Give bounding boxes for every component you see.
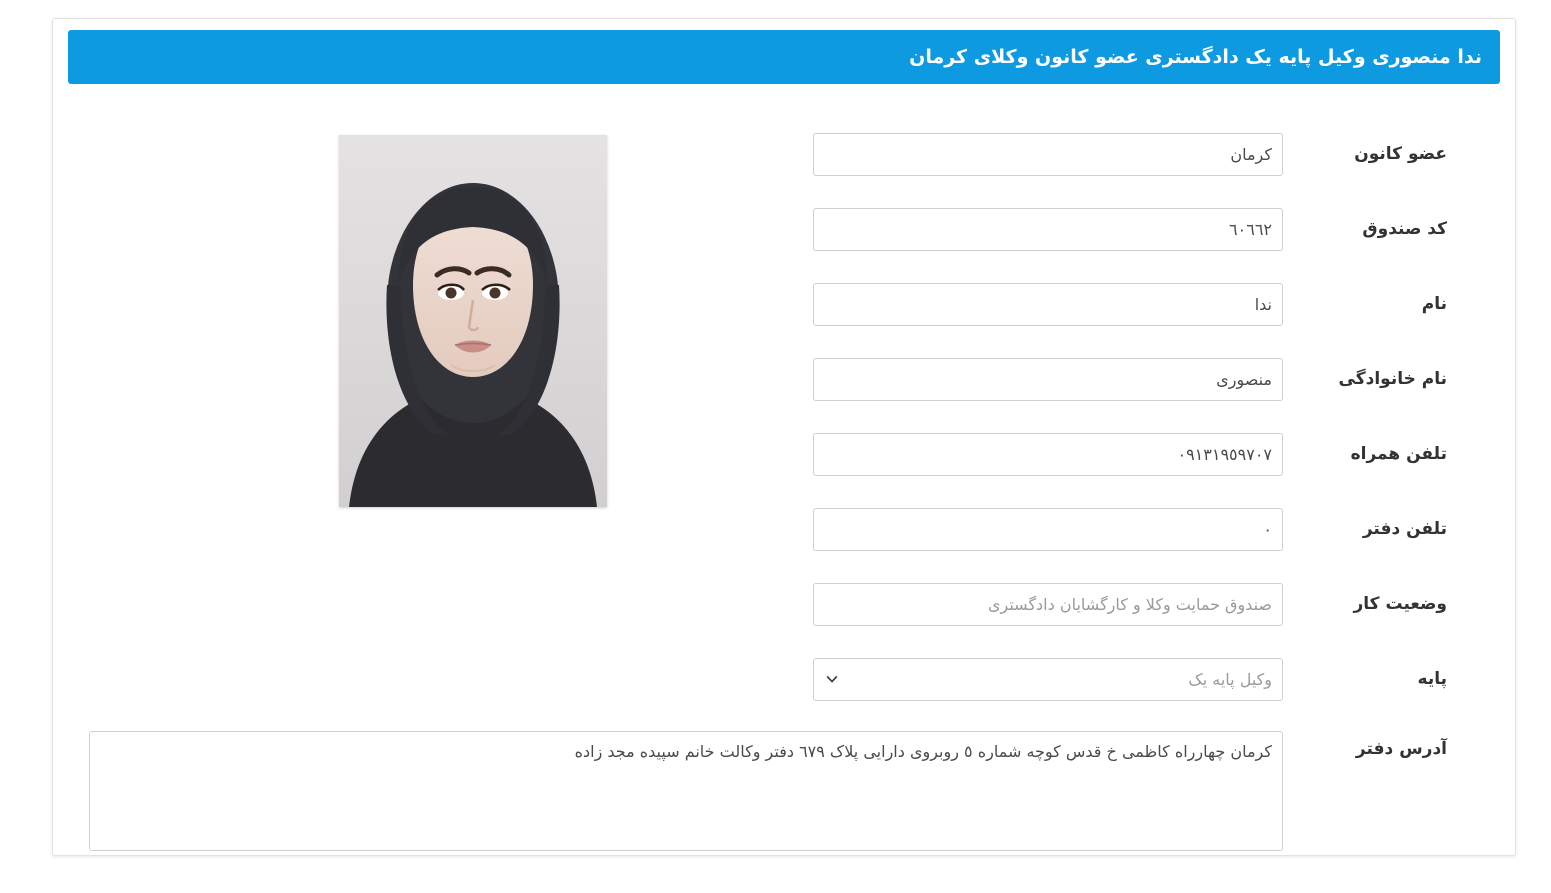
member-bar-input[interactable] — [813, 133, 1283, 176]
field-label-office-address: آدرس دفتر — [1355, 739, 1447, 759]
office-address-textarea[interactable] — [89, 731, 1283, 851]
field-label-member-bar: عضو کانون — [1354, 144, 1447, 164]
field-label-fund-code: کد صندوق — [1362, 219, 1447, 239]
field-row — [53, 581, 1515, 627]
header-bar — [68, 30, 1500, 84]
last-name-input[interactable] — [813, 358, 1283, 401]
field-label-last-name: نام خانوادگی — [1338, 369, 1447, 389]
field-row — [53, 506, 1515, 552]
fund-code-input[interactable] — [813, 208, 1283, 251]
field-row — [53, 206, 1515, 252]
field-row — [53, 431, 1515, 477]
field-label-work-status: وضعیت کار — [1353, 594, 1447, 614]
office-phone-input[interactable] — [813, 508, 1283, 551]
field-label-rank: پایه — [1417, 669, 1447, 689]
work-status-input[interactable] — [813, 583, 1283, 626]
profile-card — [52, 18, 1516, 856]
page-title: ندا منصوری وکیل پایه یک دادگستری عضو کانون وکلای کرمان — [909, 45, 1482, 68]
form-area — [53, 99, 1515, 839]
field-label-first-name: نام — [1421, 294, 1447, 314]
rank-select[interactable] — [813, 658, 1283, 701]
rank-select-value[interactable]: وکیل پایه یک — [813, 658, 1283, 701]
first-name-input[interactable] — [813, 283, 1283, 326]
mobile-phone-input[interactable] — [813, 433, 1283, 476]
address-row — [53, 731, 1515, 861]
field-label-office-phone: تلفن دفتر — [1362, 519, 1447, 539]
field-row — [53, 356, 1515, 402]
field-row — [53, 281, 1515, 327]
field-row — [53, 131, 1515, 177]
field-label-mobile-phone: تلفن همراه — [1350, 444, 1447, 464]
field-row — [53, 656, 1515, 702]
